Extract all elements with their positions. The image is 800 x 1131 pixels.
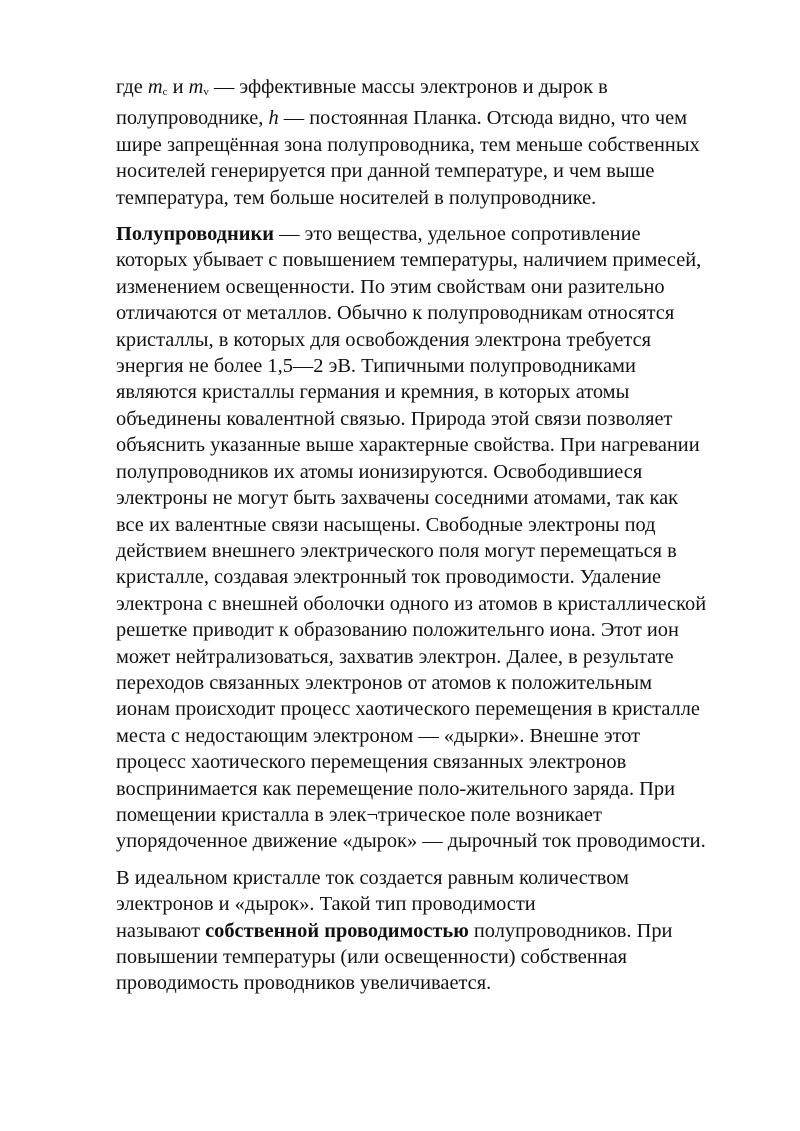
text-segment: называют [116, 919, 206, 942]
text-segment: электроны не могут быть захвачены соседними атомами, так как [116, 487, 679, 510]
text-line [116, 74, 746, 105]
term-highlight: собственной проводимостью [205, 919, 469, 942]
subscript: v [203, 86, 209, 98]
text-segment: проводимость проводников увеличивается. [116, 972, 492, 995]
text-line [116, 970, 746, 996]
term-highlight: Полупроводники [116, 223, 274, 246]
text-line [116, 247, 746, 273]
text-segment: кристаллы, в которых для освобождения электрона требуется [116, 328, 652, 351]
text-line [116, 512, 746, 538]
text-segment: — это вещества, удельное сопротивление [274, 223, 641, 246]
text-line [116, 591, 746, 617]
text-line [116, 432, 746, 458]
text-segment: места с недостающим электроном — «дырки». Внешне этот [116, 724, 641, 747]
text-segment: изменением освещенности. По этим свойствам они разительно [116, 275, 665, 298]
text-line [116, 158, 746, 184]
text-segment: объединены ковалентной связью. Природа этой связи позволяет [116, 407, 673, 430]
paragraph [116, 221, 746, 855]
text-segment: полупроводников. При [468, 919, 673, 942]
text-segment: электрона с внешней оболочки одного из атомов в кристаллической [116, 592, 707, 615]
text-line [116, 132, 746, 158]
text-line [116, 723, 746, 749]
text-line [116, 617, 746, 643]
text-line [116, 105, 746, 131]
text-segment: электронов и «дырок». Такой тип проводимости [116, 893, 536, 916]
text-line [116, 274, 746, 300]
math-symbol: m [188, 76, 204, 98]
text-segment: процесс хаотического перемещения связанных электронов [116, 751, 627, 774]
text-segment: которых убывает с повышением температуры, наличием примесей, [116, 249, 702, 272]
text-line [116, 485, 746, 511]
text-line [116, 918, 746, 944]
math-symbol: m [147, 76, 163, 98]
text-line [116, 300, 746, 326]
text-segment: объяснить указанные выше характерные свойства. При нагревании [116, 434, 700, 457]
text-line [116, 353, 746, 379]
text-segment: упорядоченное движение «дырок» — дырочный ток проводимости. [116, 830, 706, 853]
text-segment: — постоянная Планка. Отсюда видно, что чем [278, 107, 688, 130]
text-segment: и [167, 76, 189, 98]
text-line [116, 379, 746, 405]
text-line [116, 828, 746, 854]
text-line [116, 644, 746, 670]
text-segment: являются кристаллы германия и кремния, в которых атомы [116, 381, 630, 404]
text-line [116, 564, 746, 590]
document-page [116, 74, 746, 1007]
text-segment: кристалле, создавая электронный ток проводимости. Удаление [116, 566, 662, 589]
text-segment: ионам происходит процесс хаотического перемещения в кристалле [116, 698, 700, 721]
text-line [116, 891, 746, 917]
text-line [116, 185, 746, 211]
text-segment: отличаются от металлов. Обычно к полупроводникам относятся [116, 302, 675, 325]
subscript: c [162, 86, 168, 98]
text-segment: переходов связанных электронов от атомов к положительным [116, 671, 652, 694]
text-line [116, 802, 746, 828]
text-segment: шире запрещённая зона полупроводника, тем меньше собственных [116, 133, 700, 156]
text-segment: энергия не более 1,5—2 эВ. Типичными полупроводниками [116, 355, 636, 378]
text-segment: действием внешнего электрического поля могут перемещаться в [116, 539, 677, 562]
paragraph [116, 74, 746, 211]
text-segment: — эффективные массы электронов и дырок в [208, 76, 608, 98]
text-line [116, 459, 746, 485]
text-line [116, 406, 746, 432]
text-segment: температура, тем больше носителей в полупроводнике. [116, 186, 597, 209]
text-segment: повышении температуры (или освещенности) собственная [116, 946, 628, 968]
text-segment: решетке приводит к образованию положительнго иона. Этот ион [116, 619, 679, 642]
text-segment: помещении кристалла в элек¬трическое поле возникает [116, 803, 602, 826]
text-line [116, 538, 746, 564]
text-segment: В идеальном кристалле ток создается равным количеством [116, 866, 629, 889]
text-segment: полупроводнике, [116, 107, 269, 130]
paragraph [116, 865, 746, 997]
text-segment: воспринимается как перемещение поло-жительного заряда. При [116, 777, 675, 800]
text-line [116, 865, 746, 891]
math-symbol: h [268, 107, 279, 130]
text-line [116, 776, 746, 802]
text-line [116, 670, 746, 696]
text-segment: все их валентные связи насыщены. Свободные электроны под [116, 513, 656, 536]
text-segment: может нейтрализоваться, захватив электрон. Далее, в результате [116, 645, 674, 668]
text-line [116, 327, 746, 353]
text-line [116, 221, 746, 247]
text-segment: носителей генерируется при данной температуре, и чем выше [116, 160, 655, 183]
text-line [116, 749, 746, 775]
text-segment: где [116, 76, 148, 98]
text-line [116, 944, 746, 970]
text-segment: полупроводников их атомы ионизируются. Освободившиеся [116, 460, 643, 483]
text-line [116, 696, 746, 722]
